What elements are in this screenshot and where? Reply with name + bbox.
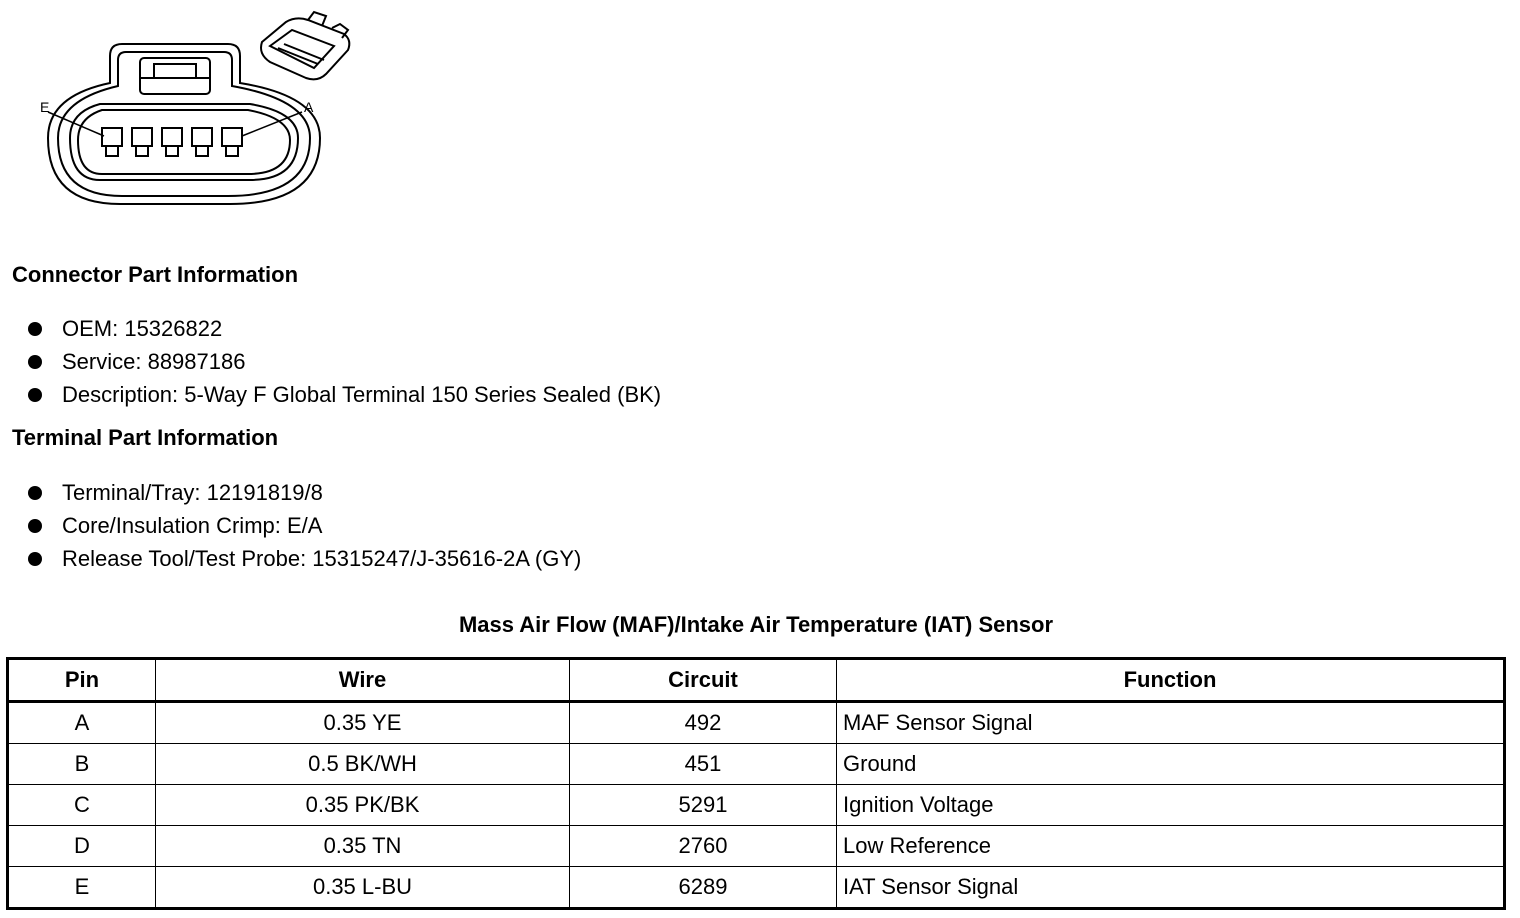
- list-item: Service: 88987186: [28, 345, 661, 378]
- cell-wire: 0.5 BK/WH: [156, 744, 570, 785]
- pin-label-e: E: [40, 99, 50, 115]
- cell-wire: 0.35 YE: [156, 702, 570, 744]
- cell-function: Ground: [837, 744, 1505, 785]
- connector-part-heading: Connector Part Information: [12, 262, 299, 287]
- cell-function: MAF Sensor Signal: [837, 702, 1505, 744]
- cell-wire: 0.35 TN: [156, 826, 570, 867]
- table-row: [8, 702, 1505, 744]
- cell-pin: A: [8, 702, 156, 744]
- terminal-part-heading: Terminal Part Information: [12, 425, 279, 450]
- connector-part-list: [28, 312, 661, 411]
- terminal-part-list: [28, 476, 581, 575]
- list-item: Core/Insulation Crimp: E/A: [28, 509, 581, 542]
- table-row: [8, 826, 1505, 867]
- table-row: [8, 744, 1505, 785]
- cell-circuit: 451: [570, 744, 837, 785]
- table-row: [8, 867, 1505, 909]
- cell-circuit: 5291: [570, 785, 837, 826]
- connector-diagram: [30, 8, 370, 218]
- list-item: Release Tool/Test Probe: 15315247/J-35616-2A (GY): [28, 542, 581, 575]
- pin-label-a: A: [304, 99, 314, 115]
- cell-function: Ignition Voltage: [837, 785, 1505, 826]
- header-pin: Pin: [8, 659, 156, 702]
- table-header-row: [8, 659, 1505, 702]
- header-wire: Wire: [156, 659, 570, 702]
- cell-circuit: 492: [570, 702, 837, 744]
- cell-circuit: 2760: [570, 826, 837, 867]
- pin-table: [6, 657, 1506, 910]
- header-circuit: Circuit: [570, 659, 837, 702]
- cell-wire: 0.35 L-BU: [156, 867, 570, 909]
- cell-pin: E: [8, 867, 156, 909]
- table-row: [8, 785, 1505, 826]
- cell-function: IAT Sensor Signal: [837, 867, 1505, 909]
- list-item: OEM: 15326822: [28, 312, 661, 345]
- pin-table-title: Mass Air Flow (MAF)/Intake Air Temperature (IAT) Sensor: [458, 612, 1054, 637]
- list-item: Description: 5-Way F Global Terminal 150 Series Sealed (BK): [28, 378, 661, 411]
- list-item: Terminal/Tray: 12191819/8: [28, 476, 581, 509]
- cell-function: Low Reference: [837, 826, 1505, 867]
- header-function: Function: [837, 659, 1505, 702]
- cell-pin: B: [8, 744, 156, 785]
- cell-pin: C: [8, 785, 156, 826]
- cell-circuit: 6289: [570, 867, 837, 909]
- cell-pin: D: [8, 826, 156, 867]
- cell-wire: 0.35 PK/BK: [156, 785, 570, 826]
